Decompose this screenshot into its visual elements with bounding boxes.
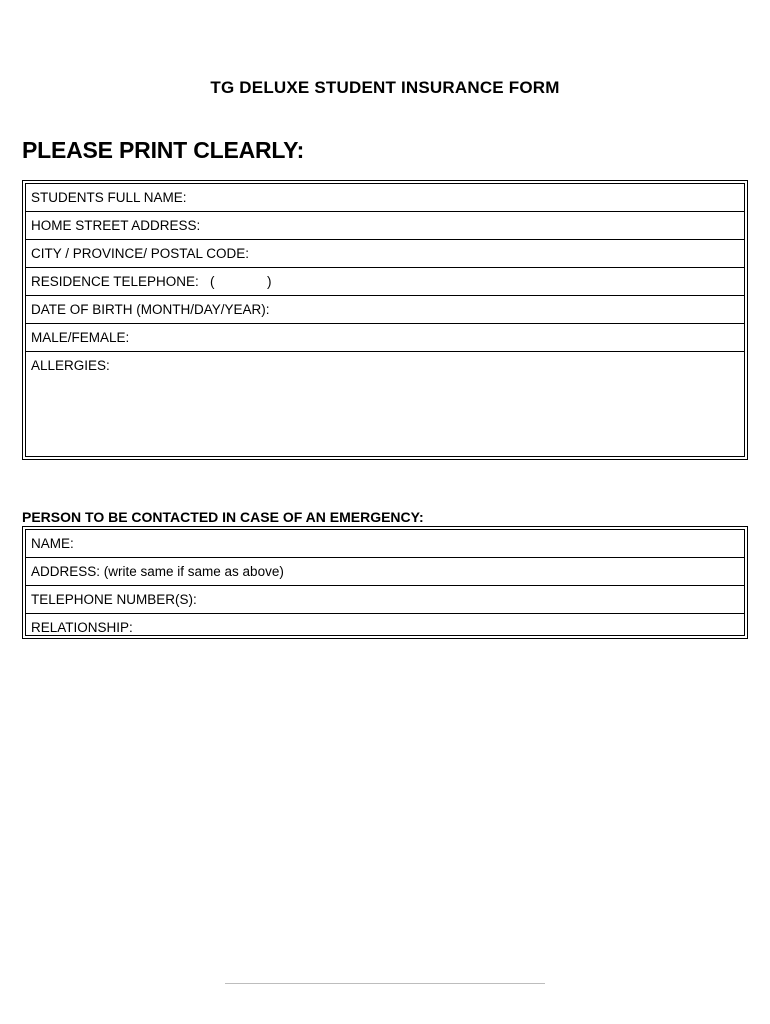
emergency-contact-box (22, 526, 748, 639)
male-female-field[interactable]: MALE/FEMALE: (26, 324, 744, 352)
print-clearly-heading: PLEASE PRINT CLEARLY: (22, 137, 305, 163)
emergency-contact-table (25, 529, 745, 636)
emergency-contact-heading: PERSON TO BE CONTACTED IN CASE OF AN EMERGENCY: (22, 509, 424, 525)
emergency-name-field[interactable]: NAME: (26, 530, 744, 558)
city-province-postal-field[interactable]: CITY / PROVINCE/ POSTAL CODE: (26, 240, 744, 268)
date-of-birth-field[interactable]: DATE OF BIRTH (MONTH/DAY/YEAR): (26, 296, 744, 324)
footer-divider (225, 983, 545, 984)
home-street-address-field[interactable]: HOME STREET ADDRESS: (26, 212, 744, 240)
student-full-name-field[interactable]: STUDENTS FULL NAME: (26, 184, 744, 212)
allergies-field[interactable]: ALLERGIES: (31, 358, 110, 373)
emergency-relationship-field[interactable]: RELATIONSHIP: (31, 620, 133, 635)
emergency-telephone-field[interactable]: TELEPHONE NUMBER(S): (26, 586, 744, 614)
residence-telephone-field[interactable]: RESIDENCE TELEPHONE: ( ) (26, 268, 744, 296)
student-info-table (25, 183, 745, 457)
emergency-address-field[interactable]: ADDRESS: (write same if same as above) (26, 558, 744, 586)
form-title: TG DELUXE STUDENT INSURANCE FORM (210, 78, 560, 97)
student-info-box (22, 180, 748, 460)
